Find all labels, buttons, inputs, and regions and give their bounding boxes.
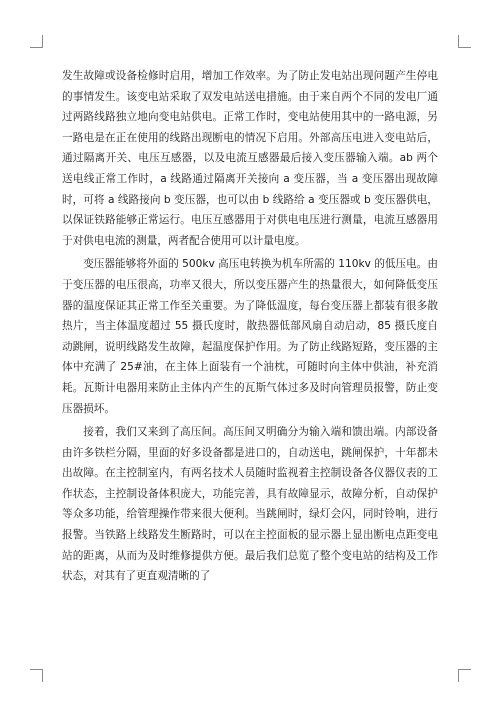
document-body <box>62 66 438 590</box>
paragraph-high-voltage-room: 接着，我们又来到了高压间。高压间又明确分为输入端和馈出端。内部设备由许多铁栏分隔，里面的好多设备都是进口的，自动送电，跳闸保护，十年都未出故障。在主控制室内，有两名技术人员随时监视着主控制设备各仪器仪表的工作状态，主控制设备体积庞大，功能完善，具有故障显示，故障分析，自动保护等众多功能，给管理操作带来很大便利。当跳闸时，绿灯会闪，同时铃响，进行报警。当铁路上线路发生断路时，可以在主控面板的显示器上显出断电点距变电站的距离，从而为及时维修提供方便。最后我们总览了整个变电站的结构及工作状态，对其有了更直观清晰的了 <box>62 426 438 583</box>
paragraph-continuation: 发生故障或设备检修时启用，增加工作效率。为了防止发电站出现问题产生停电的事情发生。该变电站采取了双发电站送电措施。由于来自两个不同的发电厂通过两路线路独立地向变电站供电。正常工作时，变电站使用其中的一路电源，另一路电是在正在使用的线路出现断电的情况下启用。外部高压电进入变电站后，通过隔离开关、电压互感器，以及电流互感器最后接入变压器输入端。ab 两个送电线正常工作时，a 线路通过隔离开关接向 a 变压器，当 a 变压器出现故障时，可将 a 线路接向 b 变压器，也可以由 b 线路给 a 变压器或 b 变压器供电，以保证铁路能够正常运行。电压互感器用于对供电电压进行测量，电流互感器用于对供电电流的测量，两者配合使用可以计量电度。 <box>62 70 438 247</box>
crop-mark-bottom-right <box>458 669 471 682</box>
crop-mark-top-left <box>30 35 43 48</box>
crop-mark-top-right <box>458 35 471 48</box>
paragraph-transformer: 变压器能够将外面的 500kv 高压电转换为机车所需的 110kv 的低压电。由于变压器的电压很高，功率又很大，所以变压器产生的热量很大，如何降低变压器的温度保证其正常工作至关重要。为了降低温度，每台变压器上都装有很多散热片，当主体温度超过 55 摄氏度时，散热器低部风扇自动启动，85 摄氏度自动跳闸，说明线路发生故障，起温度保护作用。为了防止线路短路，变压器的主体中充满了 25#油，在主体上面装有一个油枕，可随时向主体中供油，补充消耗。瓦斯计电器用来防止主体内产生的瓦斯气体过多及时向管理员报警，防止变压器损坏。 <box>62 258 438 415</box>
crop-mark-bottom-left <box>30 669 43 682</box>
